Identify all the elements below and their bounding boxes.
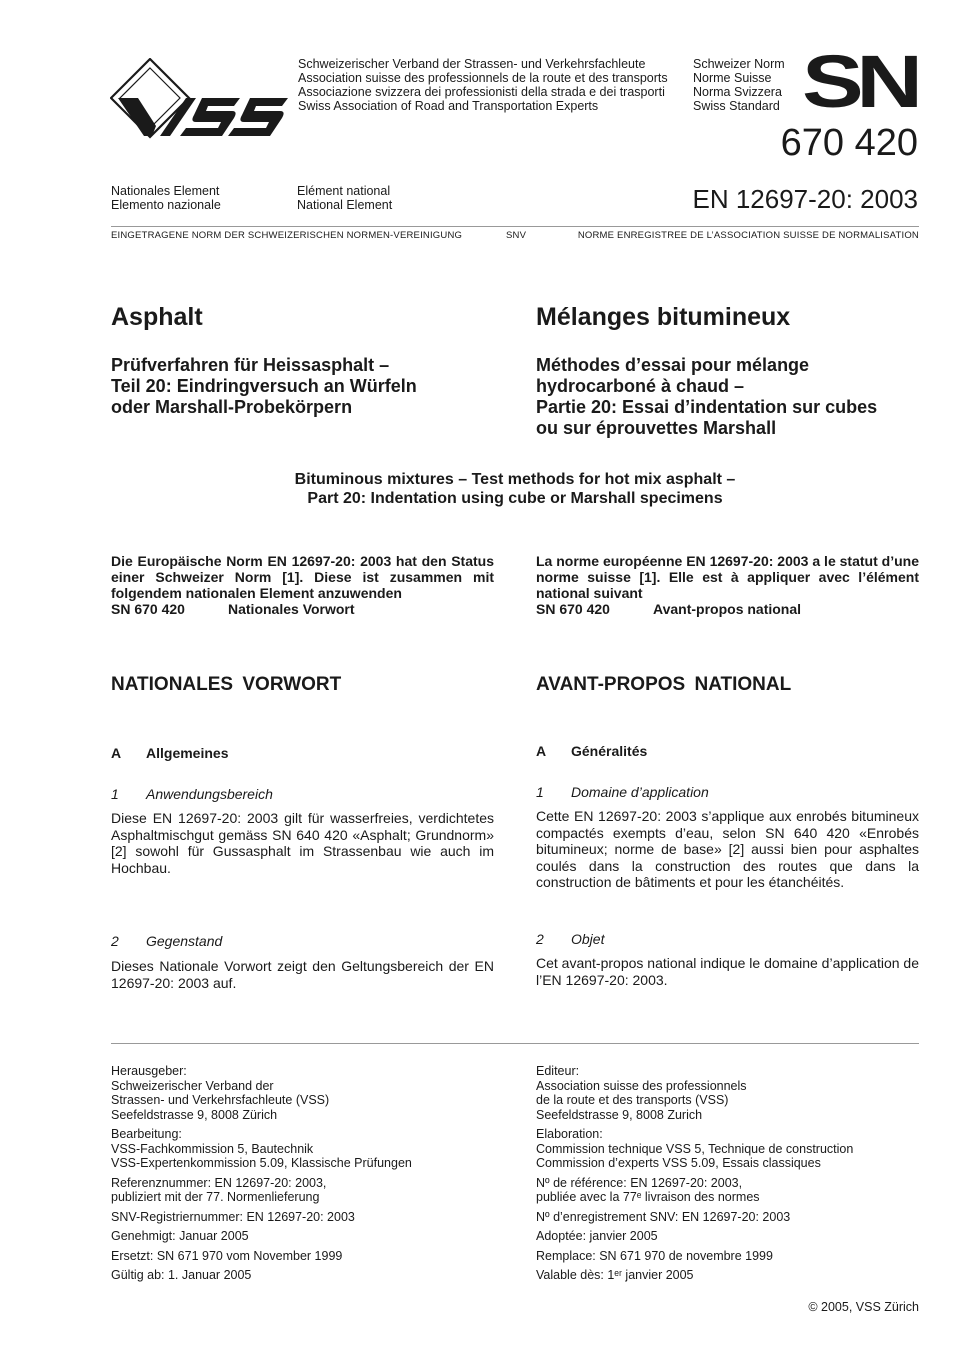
element-fr-line: Elément national xyxy=(297,184,391,198)
element-fr xyxy=(297,184,392,212)
intro-fr-ref-title: Avant-propos national xyxy=(653,601,802,617)
heading-a-de xyxy=(111,745,228,761)
imprint-fr xyxy=(536,1064,853,1283)
imprint-line: Seefeldstrasse 9, 8008 Zürich xyxy=(111,1107,278,1122)
text-2-de: Dieses Nationale Vorwort zeigt den Geltungsbereich der EN 12697-20: 2003 auf. xyxy=(111,958,494,991)
intro-fr xyxy=(536,553,919,617)
subtitle-de-line: oder Marshall-Probekörpern xyxy=(111,397,353,417)
subtitle-en xyxy=(111,470,919,508)
association-name-it: Associazione svizzera dei professionisti della strada e dei trasporti xyxy=(298,85,665,99)
association-name-en: Swiss Association of Road and Transportation Experts xyxy=(298,99,599,113)
imprint-line: VSS-Fachkommission 5, Bautechnik xyxy=(111,1141,314,1156)
heading-2-fr-title: Objet xyxy=(571,931,605,947)
subtitle-fr-line: Méthodes d’essai pour mélange xyxy=(536,355,810,375)
norm-type-de: Schweizer Norm xyxy=(693,57,785,71)
heading-2-de-title: Gegenstand xyxy=(146,933,223,949)
heading-1-de xyxy=(111,786,273,802)
norm-number: 670 420 xyxy=(780,122,918,164)
heading-1-fr xyxy=(536,784,709,800)
norm-type-en: Swiss Standard xyxy=(693,99,780,113)
text-2-fr: Cet avant-propos national indique le domaine d’application de l’EN 12697-20: 2003. xyxy=(536,955,919,988)
imprint-line: Elaboration: xyxy=(536,1127,603,1141)
intro-de-ref-title: Nationales Vorwort xyxy=(228,601,355,617)
copyright: © 2005, VSS Zürich xyxy=(808,1300,919,1314)
subtitle-fr-line: hydrocarboné à chaud – xyxy=(536,376,745,396)
imprint-line: Referenznummer: EN 12697-20: 2003, xyxy=(111,1175,327,1190)
text-1-de: Diese EN 12697-20: 2003 gilt für wasserfreies, verdichtetes Asphaltmischgut gemäss SN 640 420 «Asphalt; Grundnorm» [2] sowohl für Gussasphalt im Strassenbau wie auch im Hochbau. xyxy=(111,810,494,876)
registration-snv: SNV xyxy=(506,230,527,241)
text-1-fr: Cette EN 12697-20: 2003 s’applique aux enrobés bitumineux compactés exempts d’eau, selon SN 640 420 «Enrobés bitumineux; norme de base» [2] aussi bien pour asphaltes coulés dans la construction des routes que dans la construction de bâtiments et pour les étanchéités. xyxy=(536,808,919,890)
subtitle-de-line: Teil 20: Eindringversuch an Würfeln xyxy=(111,376,417,396)
imprint-line: Nº d’enregistrement SNV: EN 12697-20: 2003 xyxy=(536,1209,791,1224)
association-name-de: Schweizerischer Verband der Strassen- und Verkehrsfachleute xyxy=(298,57,646,71)
association-name-fr: Association suisse des professionnels de la route et des transports xyxy=(298,71,668,85)
subtitle-fr-line: Partie 20: Essai d’indentation sur cubes xyxy=(536,397,878,417)
imprint-line: publiée avec la 77ᵉ livraison des normes xyxy=(536,1190,760,1204)
element-it-line: Elemento nazionale xyxy=(111,198,221,212)
imprint-line: Bearbeitung: xyxy=(111,1127,182,1141)
heading-a-de-letter: A xyxy=(111,745,122,761)
element-de-line: Nationales Element xyxy=(111,184,220,198)
section-title-de: NATIONALES VORWORT xyxy=(111,674,342,695)
heading-2-de xyxy=(111,933,222,949)
heading-2-de-number: 2 xyxy=(111,933,119,949)
norm-type-it: Norma Svizzera xyxy=(693,85,782,99)
imprint-line: Schweizerischer Verband der xyxy=(111,1078,274,1093)
imprint-line: Commission d’experts VSS 5.09, Essais classiques xyxy=(536,1156,821,1170)
heading-1-fr-title: Domaine d’application xyxy=(571,784,709,800)
imprint-line: de la route et des transports (VSS) xyxy=(536,1093,729,1107)
imprint-de xyxy=(111,1064,412,1283)
imprint-line: Strassen- und Verkehrsfachleute (VSS) xyxy=(111,1093,330,1107)
imprint-line: Valable dès: 1ᵉʳ janvier 2005 xyxy=(536,1268,694,1282)
intro-de-text: Die Europäische Norm EN 12697-20: 2003 hat den Status einer Schweizer Norm [1]. Diese ist zusammen mit folgendem nationalen Element anzuwenden xyxy=(111,553,494,601)
subtitle-en-line: Bituminous mixtures – Test methods for hot mix asphalt – xyxy=(294,471,736,488)
subtitle-de xyxy=(111,355,417,418)
title-fr: Mélanges bitumineux xyxy=(536,303,791,331)
intro-fr-ref-number: SN 670 420 xyxy=(536,601,610,617)
heading-a-fr xyxy=(536,743,647,759)
registration-de: EINGETRAGENE NORM DER SCHWEIZERISCHEN NORMEN-VEREINIGUNG xyxy=(111,230,463,241)
heading-1-de-number: 1 xyxy=(111,786,119,802)
imprint-line: Ersetzt: SN 671 970 vom November 1999 xyxy=(111,1248,343,1263)
heading-1-de-title: Anwendungsbereich xyxy=(146,786,273,802)
association-names xyxy=(298,57,668,113)
imprint-rule xyxy=(111,1043,919,1044)
imprint-line: VSS-Expertenkommission 5.09, Klassische Prüfungen xyxy=(111,1156,412,1170)
element-en-line: National Element xyxy=(297,198,393,212)
imprint-line: Seefeldstrasse 9, 8008 Zurich xyxy=(536,1107,703,1122)
imprint-line: publiziert mit der 77. Normenlieferung xyxy=(111,1190,320,1204)
header-rule xyxy=(111,226,919,227)
imprint-line: Genehmigt: Januar 2005 xyxy=(111,1229,249,1243)
heading-a-de-title: Allgemeines xyxy=(146,745,229,761)
norm-type-fr: Norme Suisse xyxy=(693,71,772,85)
imprint-line: SNV-Registriernummer: EN 12697-20: 2003 xyxy=(111,1209,355,1224)
heading-2-fr xyxy=(536,931,604,947)
imprint-line: Herausgeber: xyxy=(111,1064,187,1078)
intro-de-ref-number: SN 670 420 xyxy=(111,601,185,617)
element-de xyxy=(111,184,221,212)
imprint-line: Gültig ab: 1. Januar 2005 xyxy=(111,1268,252,1282)
imprint-line: Remplace: SN 671 970 de novembre 1999 xyxy=(536,1248,773,1263)
imprint-line: Adoptée: janvier 2005 xyxy=(536,1229,658,1243)
sn-logo: SN xyxy=(802,40,916,123)
imprint-line: Commission technique VSS 5, Technique de construction xyxy=(536,1141,854,1156)
imprint-line: Editeur: xyxy=(536,1064,580,1078)
registration-fr: NORME ENREGISTREE DE L’ASSOCIATION SUISSE DE NORMALISATION xyxy=(577,230,919,241)
en-number: EN 12697-20: 2003 xyxy=(692,184,918,214)
section-title-fr: AVANT-PROPOS NATIONAL xyxy=(536,674,792,695)
subtitle-en-line: Part 20: Indentation using cube or Marshall specimens xyxy=(307,490,723,507)
imprint-line: Association suisse des professionnels xyxy=(536,1078,747,1093)
subtitle-fr xyxy=(536,355,877,439)
imprint-line: Nº de référence: EN 12697-20: 2003, xyxy=(536,1175,743,1190)
intro-fr-text: La norme européenne EN 12697-20: 2003 a le statut d’une norme suisse [1]. Elle est à appliquer avec l’élément national suivant xyxy=(536,553,919,601)
subtitle-fr-line: ou sur éprouvettes Marshall xyxy=(536,418,777,438)
norm-type xyxy=(693,57,785,113)
heading-a-fr-title: Généralités xyxy=(571,743,648,759)
title-de: Asphalt xyxy=(111,303,203,331)
heading-a-fr-letter: A xyxy=(536,743,547,759)
intro-de xyxy=(111,553,494,617)
heading-2-fr-number: 2 xyxy=(536,931,544,947)
subtitle-de-line: Prüfverfahren für Heissasphalt – xyxy=(111,355,390,375)
heading-1-fr-number: 1 xyxy=(536,784,544,800)
vss-logo xyxy=(110,58,292,140)
